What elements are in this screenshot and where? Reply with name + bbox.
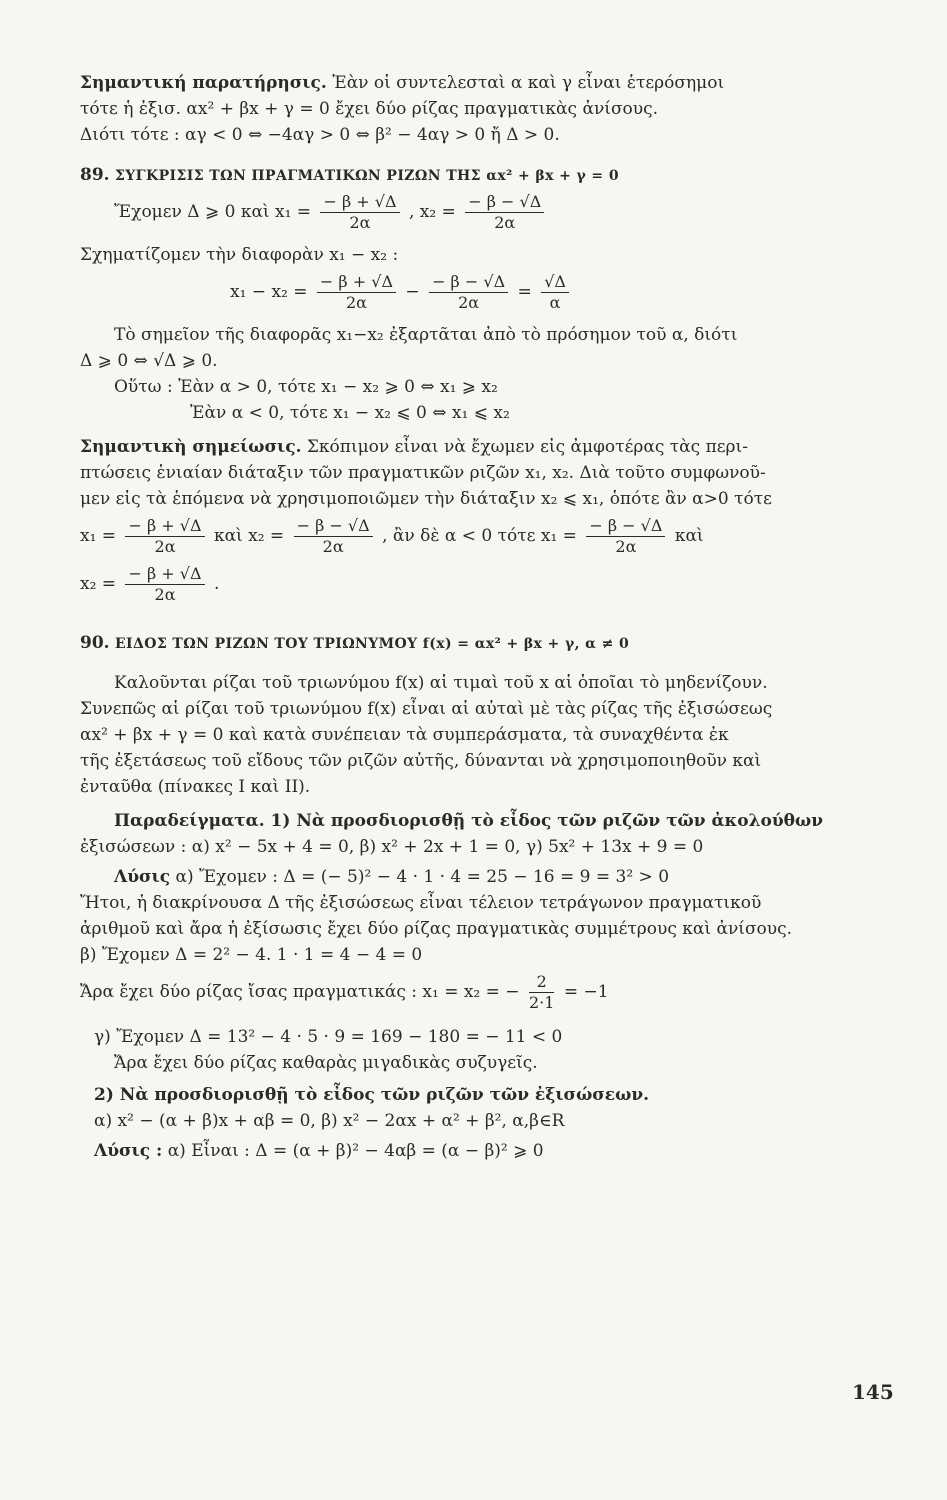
examples-heading: Παραδείγματα. 1) Νὰ προσδιορισθῇ τὸ εἶδος τῶν ριζῶν τῶν ἀκολούθων [114, 811, 823, 831]
difference-formula: x₁ − x₂ = $\frac{- \beta + √\Delta}{2\alpha}$ − $\frac{- \beta - √\Delta}{2\alpha}$ = $\frac{√\Delta}{\alpha}$ [230, 272, 573, 313]
difference-intro: Σχηματίζομεν τὴν διαφορὰν x₁ − x₂ : [80, 245, 399, 265]
remark-line-2: τότε ἡ ἐξισ. αx² + βx + γ = 0 ἔχει δύο ρίζας πραγματικὰς ἀνίσους. [80, 99, 659, 119]
remark-line-3: Διότι τότε : αγ < 0 ⇔ −4αγ > 0 ⇔ β² − 4αγ > 0 ἤ Δ > 0. [80, 125, 560, 145]
example-2-equations: α) x² − (α + β)x + αβ = 0, β) x² − 2αx + α² + β², α,β∈R [94, 1111, 565, 1131]
case-alpha-positive: Οὕτω : Ἐὰν α > 0, τότε x₁ − x₂ ⩾ 0 ⇔ x₁ ⩾ x₂ [114, 377, 498, 397]
solution-c: γ) Ἔχομεν Δ = 13² − 4 · 5 · 9 = 169 − 180 = − 11 < 0 [94, 1027, 563, 1047]
ordering-formula: x₁ = $\frac{- \beta + √\Delta}{2\alpha}$ καὶ x₂ = $\frac{- \beta - √\Delta}{2\alpha}$ , ἂν δὲ α < 0 τότε x₁ = $\frac{- \beta - √\Delta}{2\alpha}$ καὶ [80, 516, 704, 556]
examples-equations: ἐξισώσεων : α) x² − 5x + 4 = 0, β) x² + 2x + 1 = 0, γ) 5x² + 13x + 9 = 0 [80, 837, 704, 857]
example-2-solution: Λύσις : α) Εἶναι : Δ = (α + β)² − 4αβ = (α − β)² ⩾ 0 [94, 1141, 544, 1161]
note-line-3: μεν εἰς τὰ ἑπόμενα νὰ χρησιμοποιῶμεν τὴν διάταξιν x₂ ⩽ x₁, ὁπότε ἂν α>0 τότε [80, 489, 772, 509]
note-heading: Σημαντικὴ σημείωσις. [80, 437, 302, 457]
para-line-3: αx² + βx + γ = 0 καὶ κατὰ συνέπειαν τὰ συμπεράσματα, τὰ συναχθέντα ἐκ [80, 725, 729, 745]
solution-c-result: Ἄρα ἔχει δύο ρίζας καθαρὰς μιγαδικὰς συζυγεῖς. [114, 1053, 538, 1073]
case-alpha-negative: Ἐὰν α < 0, τότε x₁ − x₂ ⩽ 0 ⇔ x₁ ⩽ x₂ [190, 403, 510, 423]
para-line-1: Καλοῦνται ρίζαι τοῦ τριωνύμου f(x) αἱ τιμαὶ τοῦ x αἱ ὁποῖαι τὸ μηδενίζουν. [114, 673, 768, 693]
solution-b-result: Ἄρα ἔχει δύο ρίζας ἴσας πραγματικάς : x₁ = x₂ = − $\frac{2}{2\cdot 1}$ = −1 [80, 972, 609, 1012]
solution-2-label: Λύσις : [94, 1141, 163, 1161]
solution-label: Λύσις [114, 867, 171, 887]
note-line-2: πτώσεις ἑνιαίαν διάταξιν τῶν πραγματικῶν ριζῶν x₁, x₂. Διὰ τοῦτο συμφωνοῦ- [80, 463, 766, 483]
solution-a-line-2: Ἤτοι, ἡ διακρίνουσα Δ τῆς ἐξισώσεως εἶναι τέλειον τετράγωνον πραγματικοῦ [80, 893, 762, 913]
remark-heading: Σημαντική παρατήρησις. [80, 73, 327, 93]
page-number: 145 [852, 1380, 894, 1404]
solution-a-line-3: ἀριθμοῦ καὶ ἄρα ἡ ἐξίσωσις ἔχει δύο ρίζας πραγματικὰς συμμέτρους καὶ ἀνίσους. [80, 919, 793, 939]
section-90-heading: 90. ΕΙΔΟΣ ΤΩΝ ΡΙΖΩΝ ΤΟΥ ΤΡΙΩΝΥΜΟΥ f(x) = αx² + βx + γ, α ≠ 0 [80, 633, 630, 653]
para-line-4: τῆς ἐξετάσεως τοῦ εἴδους τῶν ριζῶν αὐτῆς, δύνανται νὰ χρησιμοποιηθοῦν καὶ [80, 751, 762, 771]
solution-b: β) Ἔχομεν Δ = 2² − 4. 1 · 1 = 4 − 4 = 0 [80, 945, 423, 965]
ordering-formula-2: x₂ = $\frac{- \beta + √\Delta}{2\alpha}$ . [80, 564, 220, 604]
root-x1-fraction: $\frac{- \beta + √\Delta}{2\alpha}$ [320, 192, 399, 233]
remark-line-1: Σημαντική παρατήρησις. Ἐὰν οἱ συντελεσταὶ α καὶ γ εἶναι ἑτερόσημοι [80, 73, 725, 93]
example-2-heading: 2) Νὰ προσδιορισθῇ τὸ εἶδος τῶν ριζῶν τῶν ἐξισώσεων. [94, 1085, 650, 1105]
solution-a: Λύσις α) Ἔχομεν : Δ = (− 5)² − 4 · 1 · 4 = 25 − 16 = 9 = 3² > 0 [114, 867, 670, 887]
roots-definition: Ἔχομεν Δ ⩾ 0 καὶ x₁ = $\frac{- \beta + √\Delta}{2\alpha}$ , x₂ = $\frac{- \beta - √\Delta}{2\alpha}$ [114, 192, 548, 233]
sqrt-condition: Δ ⩾ 0 ⇔ √Δ ⩾ 0. [80, 351, 218, 371]
sign-dependence: Τὸ σημεῖον τῆς διαφορᾶς x₁−x₂ ἐξαρτᾶται ἀπὸ τὸ πρόσημον τοῦ α, διότι [114, 325, 738, 345]
para-line-2: Συνεπῶς αἱ ρίζαι τοῦ τριωνύμου f(x) εἶναι αἱ αὐταὶ μὲ τὰς ρίζας τῆς ἐξισώσεως [80, 699, 773, 719]
note-line-1: Σημαντικὴ σημείωσις. Σκόπιμον εἶναι νὰ ἔχωμεν εἰς ἀμφοτέρας τὰς περι- [80, 437, 748, 457]
para-line-5: ἐνταῦθα (πίνακες I καὶ II). [80, 777, 311, 797]
root-x2-fraction: $\frac{- \beta - √\Delta}{2\alpha}$ [465, 192, 544, 233]
book-page [80, 64, 900, 1464]
section-89-heading: 89. ΣΥΓΚΡΙΣΙΣ ΤΩΝ ΠΡΑΓΜΑΤΙΚΩΝ ΡΙΖΩΝ ΤΗΣ αx² + βx + γ = 0 [80, 165, 619, 185]
